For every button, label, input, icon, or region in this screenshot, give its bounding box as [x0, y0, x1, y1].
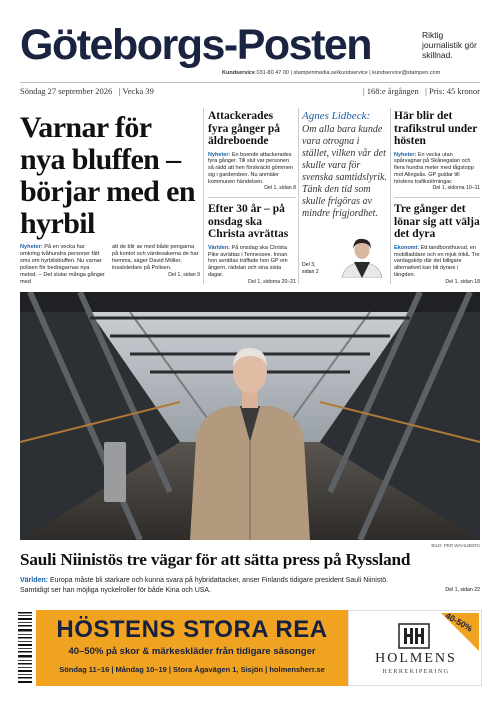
ad-banner[interactable]: [36, 610, 348, 686]
teaser-kicker: Nyheter:: [208, 151, 231, 158]
teaser-headline[interactable]: Här blir det trafikstrul under hösten: [394, 110, 478, 147]
teaser-page-ref: Del 1, sidorna 10–11: [432, 185, 480, 192]
right-column: [394, 110, 480, 286]
column-divider: [298, 108, 299, 284]
ad-title: HÖSTENS STORA REA: [56, 616, 328, 643]
brand-name: HOLMENS: [375, 651, 457, 666]
lead-text-col1: På en vecka har omkring tvåhundra personer fått sms om hyrbilsbluffen. Nu varnar polisen för bedragarnas nya metod. – Det slutar många gånger med: [20, 244, 105, 285]
teaser-headline[interactable]: Attackerades fyra gånger på äldreboende: [208, 110, 280, 147]
lead-text-col2: att de blir av med både pengarna på kontot och värdesakerna de har hemma, säger David Möller, insatsledare på Polisen.: [112, 244, 199, 271]
main-headline[interactable]: Sauli Niinistös tre vägar för att sätta press på Ryssland: [20, 550, 411, 569]
teaser-headline[interactable]: Efter 30 år – på onsdag ska Christa avrättas: [208, 203, 289, 241]
main-kicker: Världen:: [20, 577, 49, 584]
divider: [394, 197, 480, 198]
teaser-kicker: Nyheter:: [394, 151, 417, 158]
teaser-text: En boende attackerades fyra gånger. Till slut var personen så rädd att hen förskräckt gömmen sig i garderoben. Nu anmäler kommunen händelsen.: [208, 151, 293, 185]
ad-info: Söndag 11–16 | Måndag 10–19 | Stora Ågavägen 1, Sisjön | holmensherr.se: [59, 665, 325, 674]
photo-credit: BILD: PER WAHLBERG: [431, 543, 480, 548]
main-text-2: Samtidigt ser han möjliga nyckelroller för både Kina och USA.: [20, 587, 212, 594]
column-divider: [390, 108, 391, 284]
edition-year: 168:e årgången: [366, 86, 419, 96]
columnist-name: Agnes Lidbeck:: [302, 110, 371, 122]
middle-column: [208, 110, 296, 286]
discount-badge: 40-50%: [443, 610, 475, 634]
contact-label: Kundservice: [222, 70, 256, 76]
contact-line: [222, 70, 440, 76]
teaser-headline[interactable]: Tre gånger det lönar sig att välja det dyra: [394, 203, 480, 241]
teaser-page-ref: Del 1, sidorna 20–21: [248, 278, 296, 285]
teaser-story[interactable]: [394, 110, 480, 192]
column-divider: [203, 108, 204, 284]
masthead: [20, 18, 480, 80]
teaser-story[interactable]: [394, 203, 480, 285]
brand-subtitle: HERREKIPERING: [382, 669, 450, 675]
ad-brand-panel[interactable]: [348, 610, 482, 686]
quote-text: Om alla bara kunde vara otrogna i stället, vilken vår det skulle vara för svenska samtidslyrik. Tänk den tid som skulle frigöras av mindre frigjordhet.: [302, 124, 387, 219]
columnist-portrait: [334, 232, 390, 278]
holmens-logo-icon: [397, 623, 431, 649]
teaser-page-ref: Del 1, sidan 8: [264, 185, 296, 192]
ad-subtitle: 40–50% på skor & märkeskläder från tidigare säsonger: [68, 646, 316, 657]
teaser-story[interactable]: [208, 203, 296, 285]
issue-price: Pris: 45 kronor: [429, 86, 480, 96]
lead-headline[interactable]: Varnar för nya bluffen – börjar med en hyrbil: [20, 111, 195, 240]
advertisement[interactable]: [18, 610, 482, 686]
teaser-text: En vecka utan spårvagnar på Skånegatan och flera hundra meter med tågstopp mot Alingsås. GP guidar till höstens trafikstörningar.: [394, 151, 474, 185]
lead-kicker: Nyheter:: [20, 244, 43, 250]
barcode: [18, 610, 32, 686]
quote-page-ref: Del 3, sidan 2: [302, 262, 319, 275]
main-page-ref: Del 1, sidan 22: [445, 587, 480, 593]
teaser-page-ref: Del 1, sidan 18: [445, 278, 480, 285]
dateline: Söndag 27 september 2026 | Vecka 39 | 168:e årgången | Pris: 45 kronor: [20, 82, 480, 96]
teaser-kicker: Världen:: [208, 244, 231, 251]
lead-page-ref: Del 1, sidan 9: [168, 272, 200, 278]
columnist-quote[interactable]: [302, 110, 390, 278]
issue-week: Vecka 39: [122, 86, 154, 96]
newspaper-logo: Göteborgs-Posten: [20, 21, 372, 69]
issue-date: Söndag 27 september 2026: [20, 86, 113, 96]
teaser-story[interactable]: [208, 110, 296, 192]
contact-text: 031-80 47 00 | stampenmedia.se/kundservice | kundservice@stampen.com: [256, 70, 441, 76]
main-body: [20, 576, 480, 596]
divider: [208, 197, 296, 198]
main-photo[interactable]: [20, 292, 480, 540]
main-text-1: Europa måste bli starkare och kunna svara på hybridattacker, anser Finlands tidigare president Sauli Niinistö.: [49, 577, 389, 584]
teaser-kicker: Ekonomi:: [394, 244, 420, 251]
teaser-text: Ett tandborsthuvud, en mobilladdare och en mjuk trikå. Tre vardagsköp där det billigare alternativet kan bli dyrare i längden.: [394, 244, 480, 278]
tagline: Riktig journalistik gör skillnad.: [422, 30, 477, 60]
teaser-text: På onsdag ska Christa Pike avrättas i Tennessee. Innan hon avrättas träffade hon GP om ångern, rädslan och sina sista dagar.: [208, 244, 288, 278]
